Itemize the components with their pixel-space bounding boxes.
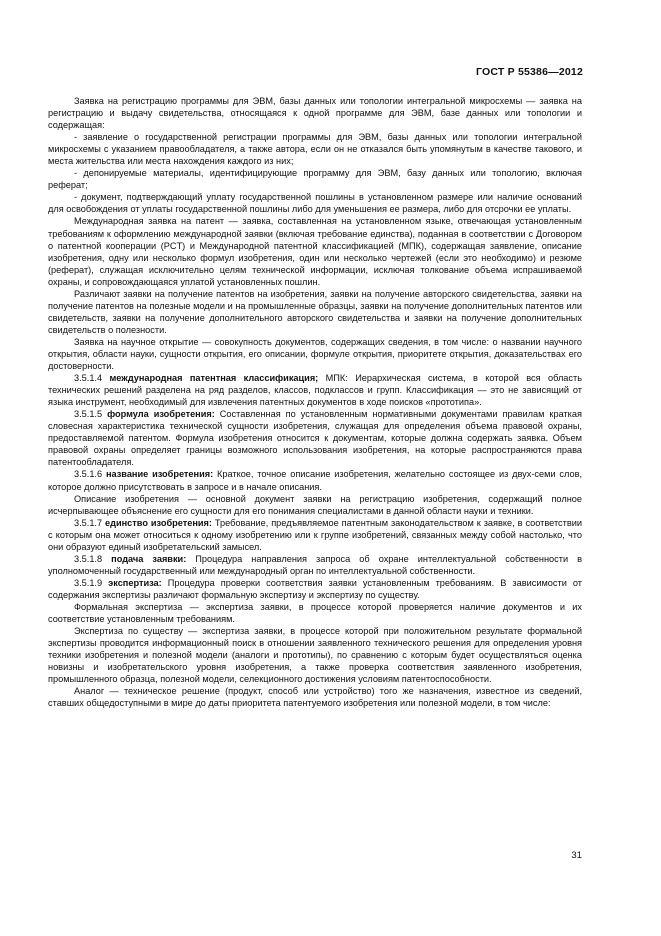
- term-definition: Составленная по установленным нормативными документами правилам краткая словесная характеристика технической сущности изобретения, служащая для определения объема правовой охраны, предоставляемой патентом. Формула изобретения относится к документам, которые должна содержать заявка. Объем правовой охраны определяет границы возможного использования изобретения, на которые распространяются права патентообладателя.: [48, 409, 582, 468]
- standard-header: ГОСТ Р 55386—2012: [475, 66, 583, 78]
- term-entry: [48, 468, 582, 492]
- term-entry: [48, 577, 582, 601]
- term-definition: Процедура проверки соответствия заявки установленным требованиям. В зависимости от содержания экспертизы различают формальную экспертизу и экспертизу по существу.: [48, 577, 582, 600]
- term-entry: [48, 553, 582, 577]
- term-name: название изобретения:: [105, 469, 214, 480]
- paragraph: Экспертиза по существу — экспертиза заявки, в процессе которой при положительном результате формальной экспертизы проводится информационный поиск в отношении заявленного технического решения для определения уровня техники изобретения и полезной модели (аналоги и прототипы), по сравнению с которым будет осуществляться оценка новизны и изобретательского уровня изобретения, а также проверка соответствия заявленного изобретения, промышленного образца, полезной модели, селекционного достижения условиям патентоспособности.: [48, 626, 582, 685]
- list-item: - депонируемые материалы, идентифицирующие программу для ЭВМ, базу данных или топологию, включая реферат;: [48, 168, 582, 191]
- term-entry: [48, 517, 582, 553]
- term-definition: Процедура направления запроса об охране интеллектуальной собственности в уполномоченный государственный или международный орган по интеллектуальной собственности.: [48, 553, 582, 576]
- page-number: 31: [571, 850, 582, 861]
- list-item: - документ, подтверждающий уплату государственной пошлины в установленном размере или наличие оснований для освобождения от уплаты государственной пошлины либо для уменьшения ее размера, либо для отсрочки ее уплаты.: [48, 192, 582, 215]
- term-name: единство изобретения:: [105, 517, 212, 528]
- term-name: экспертиза:: [108, 577, 162, 588]
- paragraph: Заявка на регистрацию программы для ЭВМ, базы данных или топологии интегральной микросхемы — заявка на регистрацию и выдачу свидетельства, относящаяся к одной программе для ЭВМ, базе данных или топологии и содержащая:: [48, 96, 582, 131]
- paragraph: Аналог — техническое решение (продукт, способ или устройство) того же назначения, известное из сведений, ставших общедоступными в мире до даты приоритета патентуемого изобретения или полезной модели, в том числе:: [48, 686, 582, 709]
- term-definition: Краткое, точное описание изобретения, желательно состоящее из двух-семи слов, которое должно присутствовать в запросе и в начале описания.: [48, 469, 583, 492]
- term-number: 3.5.1.5: [74, 409, 103, 420]
- term-number: 3.5.1.8: [74, 553, 103, 564]
- paragraph: Международная заявка на патент — заявка, составленная на установленном языке, отвечающая установленным требованиям к оформлению международной заявки (включая требование единства), поданная в соответствии с Договором о патентной кооперации (PCT) и Международной патентной классификацией (МПК), содержащая заявление, описание изобретения, одну или несколько формул изобретения, один или несколько чертежей (если это необходимо) и резюме (реферат), служащая исключительно целям технической информации, исключая толкование объема испрашиваемой охраны, и сопровождающаяся уплатой установленных пошлин.: [48, 216, 582, 287]
- term-name: формула изобретения:: [107, 409, 215, 420]
- document-body: [48, 95, 582, 709]
- term-number: 3.5.1.9: [74, 577, 103, 588]
- paragraph: Различают заявки на получение патентов на изобретения, заявки на получение авторского свидетельства, заявки на получение патентов на полезные модели и на промышленные образцы, заявки на получение дополнительных патентов или свидетельств, заявки на получение дополнительного авторского свидетельства и заявки на получение дополнительных свидетельств о полезности.: [48, 288, 582, 335]
- term-entry: [48, 408, 582, 468]
- term-number: 3.5.1.7: [74, 517, 103, 528]
- paragraph: Формальная экспертиза — экспертиза заявки, в процессе которой проверяется наличие документов и их соответствие установленным требованиям.: [48, 601, 582, 625]
- term-entry: [48, 372, 582, 408]
- list-item: - заявление о государственной регистрации программы для ЭВМ, базы данных или топологии интегральной микросхемы с указанием правообладателя, а также автора, если он не отказался быть упомянутым в качестве такового, и места жительства или места нахождения каждого из них;: [48, 132, 582, 167]
- term-name: международная патентная классификация;: [109, 373, 319, 384]
- term-number: 3.5.1.4: [74, 373, 103, 384]
- term-definition: Требование, предъявляемое патентным законодательством к заявке, в соответствии с которым она может относиться к одному изобретению или к группе изобретений, связанных между собой настолько, что они образуют единый изобретательский замысел.: [48, 517, 582, 552]
- term-number: 3.5.1.6: [74, 469, 103, 480]
- paragraph: Описание изобретения — основной документ заявки на регистрацию изобретения, содержащий полное исчерпывающее объяснение его сущности для его понимания специалистами в данной области науки и техники.: [48, 493, 582, 516]
- paragraph: Заявка на научное открытие — совокупность документов, содержащих сведения, в том числе: о названии научного открытия, области науки, сущности открытия, его описании, формуле открытия, приоритете открытия, доказательствах его достоверности.: [48, 336, 582, 372]
- term-name: подача заявки:: [111, 553, 187, 564]
- term-definition: МПК: Иерархическая система, в которой вся область технических решений разделена на ряд разделов, классов, подклассов и групп. Классификация — это не зависящий от языка инструмент, необходимый для извлечения патентных документов в ходе поисков «прототипа».: [48, 373, 582, 408]
